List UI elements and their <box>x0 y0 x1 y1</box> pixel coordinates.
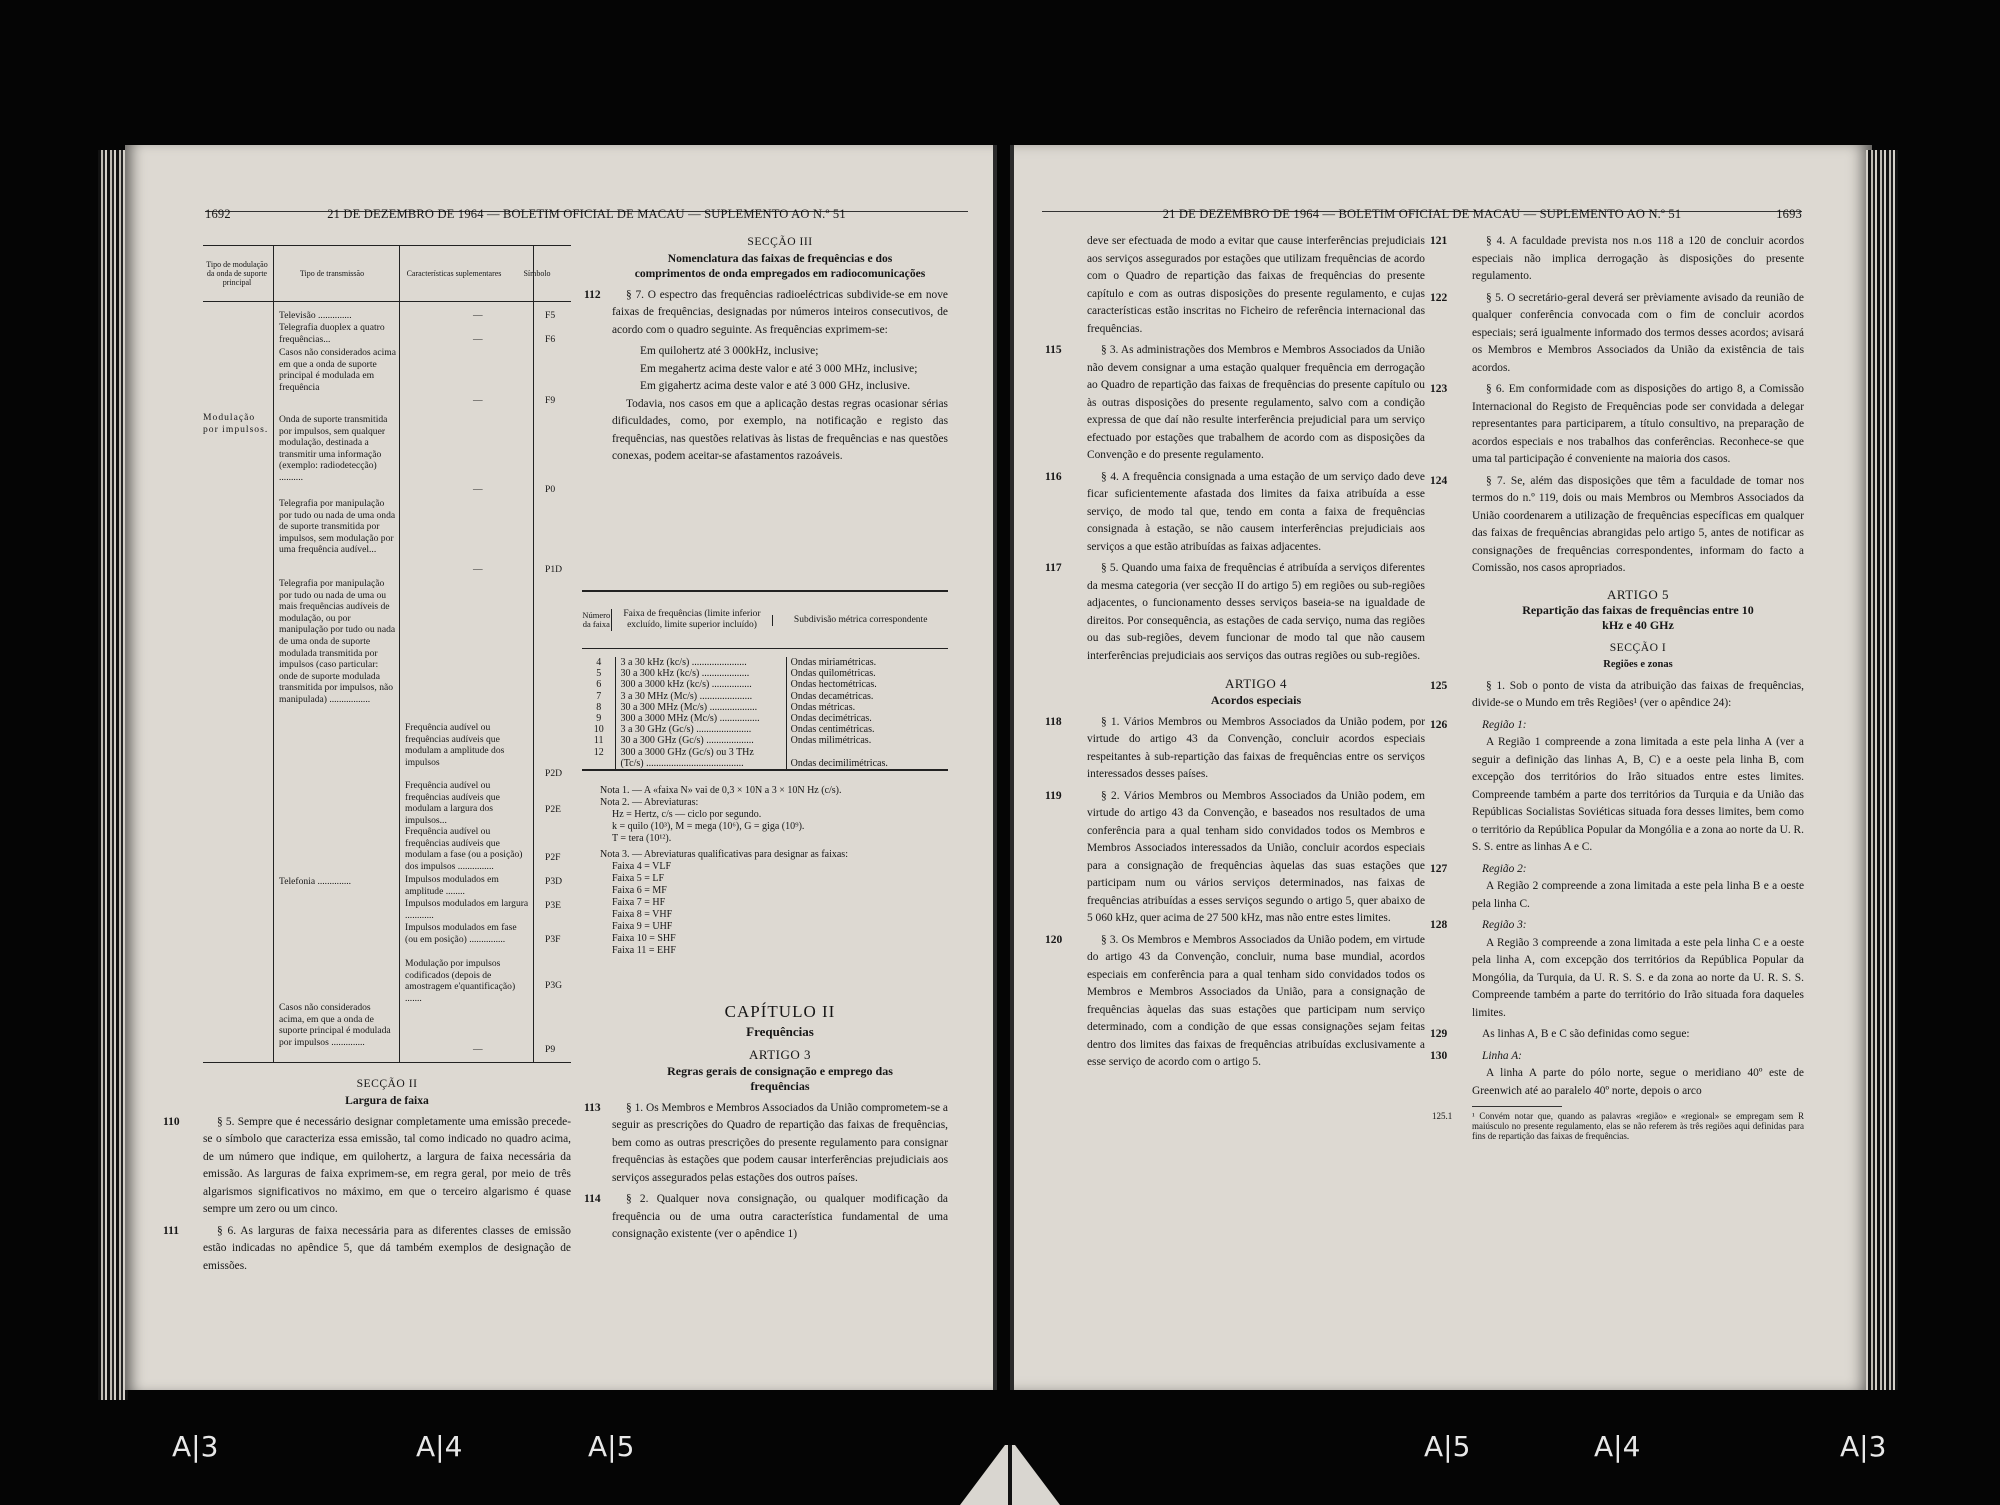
col-header-symbol: Símbolo <box>523 269 551 278</box>
col-header-frequency-range: Faixa de frequências (limite inferior excluído, limite superior incluído) <box>611 609 773 631</box>
paragraph-120 <box>1045 932 1425 1072</box>
table-cell: Frequência audível ou frequências audíveis que modulam a amplitude dos impulsos <box>405 722 505 768</box>
table-cell: — <box>473 334 483 345</box>
table-cell: Modulação por impulsos codificados (depois de amostragem e'quantificação) ....... <box>405 958 516 1004</box>
frequency-range: 30 a 300 kHz (kc/s) ................... <box>615 668 785 679</box>
table-row: Telefonia .............. <box>279 876 352 887</box>
paragraph-text: § 7. O espectro das frequências radioeléctricas subdivide-se em nove faixas de frequências, designadas por números inteiros consecutivos, de acordo com o quadro seguinte. As frequências exprimem-se: <box>612 288 948 336</box>
article-title: Regras gerais de consignação e emprego das frequências <box>667 1063 893 1093</box>
modulation-table <box>203 245 571 1063</box>
band-number: 6 <box>596 679 602 691</box>
paragraph-number: 126 <box>1430 718 1448 731</box>
modulation-type-cell: Modulação por impulsos. <box>203 412 269 435</box>
metric-subdivision: Ondas métricas. <box>786 702 948 713</box>
film-frame-mark: A|3 <box>172 1430 219 1463</box>
symbol-cell: P1D <box>545 564 563 575</box>
film-frame-mark: A|5 <box>1424 1430 1471 1463</box>
paragraph-110 <box>163 1114 571 1219</box>
page-stack-edge-right <box>1866 150 1898 1390</box>
band-number: 7 <box>596 690 602 702</box>
paragraph-124 <box>1430 473 1804 578</box>
paragraph-number: 120 <box>1045 933 1063 946</box>
binding-notch <box>960 1445 1060 1505</box>
note-line: Faixa 6 = MF <box>612 885 667 896</box>
footnote-rule <box>1472 1106 1562 1107</box>
paragraph-number: 124 <box>1430 474 1448 487</box>
page-stack-edge-left <box>98 150 128 1400</box>
paragraph-text: § 6. As larguras de faixa necessária para as diferentes classes de emissão estão indicadas no apêndice 5, que dá também exemplos de designação de emissões. <box>203 1224 571 1272</box>
paragraph-text: § 6. Em conformidade com as disposições do artigo 8, a Comissão Internacional do Registo de Frequências pode ser convidada a delegar representantes para participarem, a título consultivo, na preparação de acordos especiais e nos trabalhos das conferências. Reconhece-se que uma tal participação é conveniente na maioria dos casos. <box>1472 383 1804 465</box>
paragraph-number: 119 <box>1045 789 1062 802</box>
table-header <box>203 246 571 302</box>
band-number: 9 <box>596 712 602 724</box>
paragraph-continued <box>1087 233 1425 338</box>
note-line: Faixa 5 = LF <box>612 873 665 884</box>
paragraph-number: 116 <box>1045 470 1062 483</box>
metric-subdivision: Ondas decimétricas. <box>786 713 948 724</box>
metric-subdivision: Ondas milimétricas. <box>786 735 948 746</box>
frequency-range: 3 a 30 GHz (Gc/s) ...................... <box>615 724 785 735</box>
paragraph-text: A Região 1 compreende a zona limitada a este pela linha A (ver a seguir a definição das linhas A, B, C) e a oeste pela linha B, com excepção dos territórios do Irão situados entre estes limites. Compreende também a parte dos territórios da Turquia e da União das Repúblicas Socialistas Soviéticas situada fora desses limites, bem como o território da República Popular da Mongólia e a zona ao norte da U. R. S. S. entre as linhas A e C. <box>1472 736 1804 853</box>
note-line: Faixa 10 = SHF <box>612 933 676 944</box>
symbol-cell: F9 <box>545 395 556 406</box>
paragraph-126 <box>1430 717 1804 735</box>
note-line: Faixa 8 = VHF <box>612 909 673 920</box>
paragraph-number: 115 <box>1045 344 1062 356</box>
paragraph-115 <box>1045 342 1425 465</box>
left-page-header <box>205 207 968 221</box>
frequency-range: 3 a 30 MHz (Mc/s) ..................... <box>615 691 785 702</box>
table-cell: — <box>473 1044 483 1055</box>
col-header-transmission: Tipo de transmissão <box>299 269 365 278</box>
table-row: Telegrafia duoplex a quatro frequências... <box>279 322 385 345</box>
region-heading: Região 3: <box>1482 919 1527 931</box>
section-label: SECÇÃO I <box>1609 641 1667 654</box>
note-line: Nota 1. — A «faixa N» vai de 0,3 × 10N a 3 × 10N Hz (c/s). <box>600 785 842 796</box>
paragraph-number: 127 <box>1430 862 1448 875</box>
list-item: Em quilohertz até 3 000kHz, inclusive; <box>640 345 819 357</box>
paragraph-text: § 2. Vários Membros ou Membros Associados da União podem, em virtude do artigo 43 da Convenção, e baseados nos resultados de uma conferência para a qual tenham sido convidados todos os Membros e Membros Associados interessados da União, concluir acordos especiais para a consignação de frequências àquelas das suas estações que participam num ou vários serviços determinados, nas faixas de frequências atribuídas a esses serviços segundo o artigo 5, quer abaixo de 5 060 kHz, quer acima de 27 500 kHz, mas não entre estes limites. <box>1087 789 1425 924</box>
table-row <box>582 691 948 702</box>
metric-subdivision <box>786 747 948 758</box>
band-number: 10 <box>593 724 604 736</box>
paragraph-text: § 5. O secretário-geral deverá ser prèviamente avisado da reunião de qualquer conferência convocada com o fim de concluir acordos especiais; será igualmente informado dos termos desses acordos; avisará os Membros e Membros Associados da União da existência de tais acordos. <box>1472 291 1804 374</box>
paragraph-text: § 7. Se, além das disposições que têm a faculdade de tomar nos termos do n.º 119, dois ou mais Membros ou Membros Associados da União coordenarem a utilização de frequências específicas em qualquer das faixas de frequências abrangidas pelo artigo 5, antes de notificar as consignações de frequências correspondentes, informam do facto a Comissão, nos casos apropriados. <box>1472 474 1804 574</box>
symbol-cell: P2D <box>545 768 563 779</box>
table-cell: — <box>473 484 483 495</box>
region-heading: Região 1: <box>1482 718 1527 731</box>
paragraph-text: § 1. Vários Membros ou Membros Associados da União podem, por virtude do artigo 43 da Convenção, concluir acordos especiais respeitantes à sub-repartição das faixas de frequências entre os serviços interessados desses países. <box>1087 715 1425 780</box>
table-cell: Impulsos modulados em largura ............ <box>405 898 529 921</box>
frequency-range: 300 a 3000 GHz (Gc/s) ou 3 THz <box>615 747 785 758</box>
table-row: Casos não considerados acima em que a onda de suporte principal é modulada em frequência <box>279 347 396 393</box>
table-cell: — <box>473 395 483 406</box>
article-title: Acordos especiais <box>1210 692 1302 707</box>
paragraph-116 <box>1045 469 1425 557</box>
footnote-number: 125.1 <box>1432 1111 1453 1121</box>
paragraph-text: § 4. A faculdade prevista nos n.os 118 a 120 de concluir acordos especiais não implica derrogação às disposições do presente regulamento. <box>1472 235 1804 282</box>
symbol-cell: P3D <box>545 876 563 887</box>
note-line: Nota 2. — Abreviaturas: <box>600 797 699 808</box>
table-row <box>582 713 948 724</box>
note-line: Faixa 11 = EHF <box>612 945 676 956</box>
paragraph-119 <box>1045 788 1425 928</box>
paragraph-111 <box>163 1223 571 1276</box>
section-title: Nomenclatura das faixas de frequências e dos comprimentos de onda empregados em radiocomunicações <box>634 251 926 280</box>
table-row: Onda de suporte transmitida por impulsos, sem qualquer modulação, destinada a transmitir uma informação (exemplo: radiodetecção) .......... <box>279 414 388 483</box>
paragraph-130 <box>1430 1048 1804 1066</box>
right-page-right-column <box>1430 233 1804 1141</box>
paragraph-118 <box>1045 714 1425 784</box>
col-header-metric-subdivision: Subdivisão métrica correspondente <box>772 615 948 626</box>
table-row: Telegrafia por manipulação por tudo ou nada de uma onda de suporte transmitida por impulsos, sem modulação por uma frequência audível... <box>279 498 396 556</box>
units-list <box>612 343 948 396</box>
frequency-range: 30 a 300 GHz (Gc/s) ................... <box>615 735 785 746</box>
frequency-range: 3 a 30 kHz (kc/s) ...................... <box>615 657 785 668</box>
band-number: 5 <box>596 668 602 680</box>
table-cell: Frequência audível ou frequências audíveis que modulam a fase (ou a posição) dos impulsos ............... <box>405 826 523 872</box>
table-row <box>582 747 948 758</box>
note-line: T = tera (10¹²). <box>612 833 672 844</box>
region-heading: Região 2: <box>1482 862 1527 875</box>
col-header-modulation: Tipo de modulação da onda de suporte principal <box>206 260 268 287</box>
frequency-range: (Tc/s) ....................................... <box>615 758 785 769</box>
paragraph-text: § 3. As administrações dos Membros e Membros Associados da União não devem consignar a uma estação qualquer frequência em derrogação ao Quadro de repartição das faixas de frequências do presente capítulo ou às outras disposições do presente regulamento, salvo com a condição expressa de que daí não resulte interferência prejudicial para um serviço efectuado por estações que trabalhem de acordo com as disposições da Convenção e do presente regulamento. <box>1087 344 1425 461</box>
note-line: Nota 3. — Abreviaturas qualificativas para designar as faixas: <box>600 849 848 860</box>
left-column-lower <box>163 1069 571 1279</box>
paragraph-112 <box>584 287 948 340</box>
table-row: Telegrafia por manipulação por tudo ou nada de uma ou mais frequências audíveis de modulação, ou por manipulação por tudo ou nada de uma onda de suporte modulada transmitida por impulsos (caso particular: onde de suporte modulada transmitida por impulsos, não manipulada) ................. <box>279 578 396 705</box>
table-row <box>582 724 948 735</box>
paragraph-number: 111 <box>163 1224 179 1237</box>
paragraph-text: § 5. Sempre que é necessário designar completamente uma emissão precede-se o símbolo que caracteriza essa emissão, tal como indicado no quadro acima, de um número que indique, em quilohertz, a largura de faixa necessária da emissão. As larguras de faixa exprimem-se, em regra geral, por meio de três algarismos significativos no máximo, em que o terceiro algarismo é quase sempre um zero ou um cinco. <box>203 1115 571 1215</box>
metric-subdivision: Ondas hectométricas. <box>786 679 948 690</box>
left-page <box>125 145 997 1390</box>
symbol-cell: P3E <box>545 900 561 911</box>
table-cell: Impulsos modulados em fase (ou em posição) ............... <box>405 922 517 945</box>
film-frame-mark: A|3 <box>1840 1430 1887 1463</box>
note-line: k = quilo (10³), M = mega (10⁶), G = giga (10⁹). <box>612 821 805 832</box>
paragraph-129 <box>1430 1026 1804 1044</box>
table-row: Televisão .............. <box>279 310 352 321</box>
chapter-heading: CAPÍTULO II <box>724 1002 836 1021</box>
col-header-band-number: Número da faixa <box>582 610 611 629</box>
symbol-cell: P3F <box>545 934 561 945</box>
article-title: Repartição das faixas de frequências entre 10 kHz e 40 GHz <box>1522 603 1754 632</box>
section-title: Largura de faixa <box>345 1093 429 1107</box>
paragraph-text: § 2. Qualquer nova consignação, ou qualquer modificação da frequência ou de uma outra característica fundamental de uma consignação existente (ver o apêndice 1) <box>612 1193 948 1240</box>
paragraph-number: 114 <box>584 1193 601 1205</box>
table-row <box>582 668 948 679</box>
paragraph-text: § 4. A frequência consignada a uma estação de um serviço dado deve ficar suficientemente afastada dos limites da faixa atribuída a esse serviço, de modo tal que, tendo em conta a faixa de frequências consignada à estação, se não causem interferências prejudiciais aos serviços a que estão atribuídas as faixas adjacentes. <box>1087 470 1425 553</box>
page-number: 1692 <box>205 207 231 221</box>
metric-subdivision: Ondas quilométricas. <box>786 668 948 679</box>
paragraph-text: Todavia, nos casos em que a aplicação destas regras ocasionar sérias dificuldades, como, por exemplo, na notificação e registo das frequências, nas questões relativas às listas de frequências e nas questões conexas, podem aceitar-se afastamentos razoáveis. <box>612 397 948 462</box>
table-row: Casos não considerados acima, em que a onda de suporte principal é modulada por impulsos .............. <box>279 1002 391 1048</box>
left-page-right-column <box>584 233 948 470</box>
section-label: SECÇÃO II <box>356 1077 418 1090</box>
section-label: SECÇÃO III <box>747 235 813 248</box>
note-line: Faixa 7 = HF <box>612 897 666 908</box>
note-line: Faixa 9 = UHF <box>612 921 673 932</box>
table-row <box>582 735 948 746</box>
table-cell: — <box>473 564 483 575</box>
article-heading: ARTIGO 3 <box>748 1047 812 1062</box>
symbol-cell: F6 <box>545 334 556 345</box>
paragraph-113 <box>584 1100 948 1188</box>
symbol-cell: P3G <box>545 980 563 991</box>
band-number: 11 <box>593 735 604 747</box>
note-line: Faixa 4 = VLF <box>612 861 672 872</box>
paragraph-123 <box>1430 381 1804 469</box>
paragraph-number: 129 <box>1430 1028 1448 1040</box>
paragraph-number: 125 <box>1430 679 1448 692</box>
paragraph-number: 128 <box>1430 919 1448 931</box>
table-row <box>582 758 948 769</box>
symbol-cell: P9 <box>545 1044 556 1055</box>
list-item: Em megahertz acima deste valor e até 3 000 MHz, inclusive; <box>640 362 918 375</box>
paragraph-125 <box>1430 678 1804 713</box>
paragraph-117 <box>1045 560 1425 665</box>
paragraph-text: deve ser efectuada de modo a evitar que cause interferências prejudiciais aos serviços assegurados por estações que utilizam frequências de acordo com o Quadro de repartição das faixas de frequências do presente capítulo e com as outras disposições do presente regulamento, e cujas características estão inscritas no Ficheiro de referência internacional das frequências. <box>1087 235 1425 335</box>
band-number <box>582 758 615 769</box>
article-heading: ARTIGO 4 <box>1224 676 1288 691</box>
paragraph-number: 122 <box>1430 291 1448 304</box>
page-number: 1693 <box>1776 207 1802 221</box>
symbol-cell: P2E <box>545 804 561 815</box>
paragraph-number: 118 <box>1045 715 1062 728</box>
paragraph-text: § 1. Sob o ponto de vista da atribuição das faixas de frequências, divide-se o Mundo em três Regiões¹ (ver o apêndice 24): <box>1472 679 1804 709</box>
film-frame-mark: A|4 <box>1594 1430 1641 1463</box>
right-page-header <box>1042 207 1802 221</box>
paragraph-127 <box>1430 861 1804 879</box>
footnote-text: ¹ Convém notar que, quando as palavras «região» e «regional» se empregam sem R maiúsculo no presente regulamento, elas se não referem às três regiões aqui definidas para fins de repartição das faixas de frequências. <box>1472 1111 1804 1141</box>
frequency-range: 300 a 3000 kHz (kc/s) ................ <box>615 679 785 690</box>
paragraph-text: § 3. Os Membros e Membros Associados da União podem, em virtude do artigo 43 da Convenção, concluir, numa base mundial, acordos especiais em conferência para a qual tenham sido convidados todos os Membros e Membros Associados da União, para a consignação de frequências àquelas das suas estações que participam num serviço determinado, com a condição de que essas consignações sejam feitas dentro dos limites das faixas de frequências atribuídas exclusivamente a esse serviço de acordo com o artigo 5. <box>1087 933 1425 1068</box>
list-item: Em gigahertz acima deste valor e até 3 000 GHz, inclusive. <box>640 380 911 392</box>
paragraph-121 <box>1430 233 1804 286</box>
chapter-title: Frequências <box>746 1023 814 1039</box>
paragraph-text: § 5. Quando uma faixa de frequências é atribuída a serviços diferentes da mesma categoria (ver secção II do artigo 5) em regiões ou sub-regiões adjacentes, o funcionamento desses serviços baseia-se na igualdade de direitos. Por consequência, as estações de cada serviço, numa das regiões ou das sub-regiões, devem funcionar de modo tal que não causem interferências prejudiciais aos serviços das outras regiões ou sub-regiões. <box>1087 562 1425 662</box>
col-header-characteristics: Características suplementares <box>406 269 502 278</box>
table-cell: — <box>473 310 483 321</box>
paragraph-number: 130 <box>1430 1049 1448 1062</box>
paragraph-128 <box>1430 917 1804 935</box>
paragraph-number: 117 <box>1045 562 1062 574</box>
frequency-range: 300 a 3000 MHz (Mc/s) ................ <box>615 713 785 724</box>
paragraph-114 <box>584 1191 948 1244</box>
right-page-left-column <box>1045 233 1425 1076</box>
header-title: 21 DE DEZEMBRO DE 1964 — BOLETIM OFICIAL DE MACAU — SUPLEMENTO AO N.º 51 <box>1162 207 1682 221</box>
chapter-section <box>584 993 948 1248</box>
line-heading: Linha A: <box>1482 1049 1522 1062</box>
note-line: Hz = Hertz, c/s — ciclo por segundo. <box>612 809 762 820</box>
paragraph-number: 123 <box>1430 383 1448 395</box>
footnote <box>1432 1111 1804 1141</box>
table-body <box>582 649 948 771</box>
right-page <box>1010 145 1872 1390</box>
frequency-range: 30 a 300 MHz (Mc/s) ................... <box>615 702 785 713</box>
table-row <box>582 702 948 713</box>
metric-subdivision: Ondas decimilimétricas. <box>786 758 948 769</box>
table-body <box>203 302 571 1063</box>
film-frame-mark: A|4 <box>416 1430 463 1463</box>
article-heading: ARTIGO 5 <box>1606 586 1670 602</box>
paragraph-text: § 1. Os Membros e Membros Associados da União comprometem-se a seguir as prescrições do Quadro de repartição das faixas de frequências, bem como as outras prescrições do presente regulamento para consignar frequências às estações que podem causar interferências prejudiciais aos serviços assegurados pelas estações dos outros países. <box>612 1101 948 1184</box>
band-number: 8 <box>596 701 602 713</box>
table-notes <box>600 785 940 957</box>
symbol-cell: F5 <box>545 310 556 321</box>
header-title: 21 DE DEZEMBRO DE 1964 — BOLETIM OFICIAL DE MACAU — SUPLEMENTO AO N.º 51 <box>327 207 846 221</box>
table-row <box>582 657 948 668</box>
film-frame-mark: A|5 <box>588 1430 635 1463</box>
symbol-cell: P0 <box>545 484 556 495</box>
paragraph-text: A linha A parte do pólo norte, segue o meridiano 40º este de Greenwich até ao paralelo 40º norte, depois o arco <box>1472 1067 1804 1097</box>
table-cell: Frequência audível ou frequências audíveis que modulam a largura dos impulsos... <box>405 780 500 826</box>
paragraph-122 <box>1430 290 1804 378</box>
metric-subdivision: Ondas decamétricas. <box>786 691 948 702</box>
table-header <box>582 590 948 649</box>
metric-subdivision: Ondas centimétricas. <box>786 724 948 735</box>
frequency-band-table <box>582 590 948 771</box>
paragraph-text: A Região 2 compreende a zona limitada a este pela linha B e a oeste pela linha C. <box>1472 880 1804 910</box>
paragraph-number: 113 <box>584 1101 601 1114</box>
paragraph-text: As linhas A, B e C são definidas como segue: <box>1482 1028 1690 1040</box>
symbol-cell: P2F <box>545 852 561 863</box>
band-number: 4 <box>596 657 602 668</box>
paragraph-text: A Região 3 compreende a zona limitada a este pela linha C e a oeste pela linha A, com excepção dos territórios da República Popular da Mongólia, da Turquia, da U. R. S. S. e da zona ao norte da U. R. S. S. Compreende também a parte do território do Irão situada fora daqueles limites. <box>1472 936 1804 1019</box>
table-cell: Impulsos modulados em amplitude ........ <box>405 874 499 897</box>
table-row <box>582 679 948 690</box>
paragraph-number: 121 <box>1430 235 1448 247</box>
band-number: 12 <box>593 746 604 758</box>
section-title: Regiões e zonas <box>1603 658 1673 670</box>
paragraph-number: 112 <box>584 288 601 301</box>
paragraph-number: 110 <box>163 1115 180 1128</box>
metric-subdivision: Ondas miriamétricas. <box>786 657 948 668</box>
